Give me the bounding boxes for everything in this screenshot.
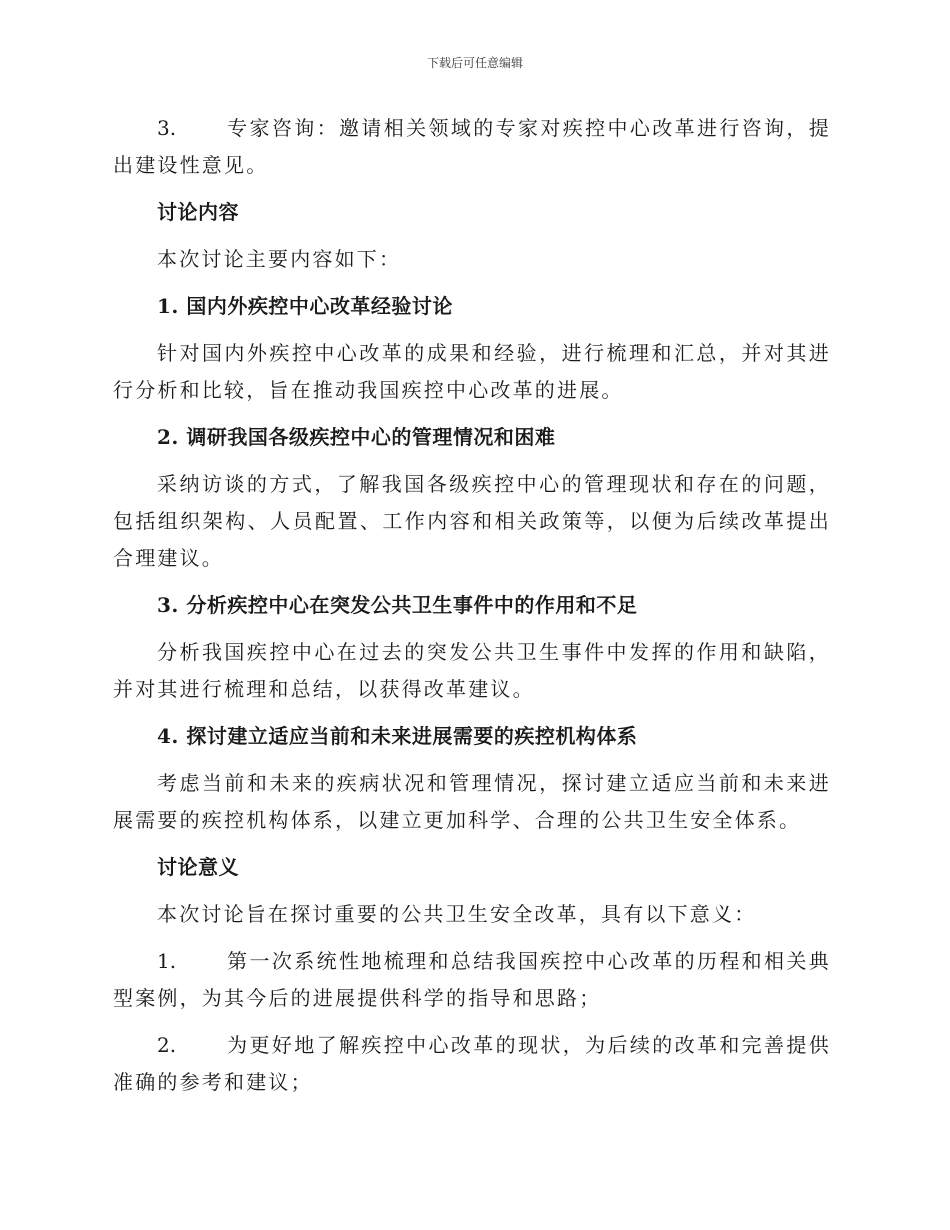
- paragraph: 考虑当前和未来的疾病状况和管理情况，探讨建立适应当前和未来进展需要的疾控机构体系，以建立更加科学、合理的公共卫生安全体系。: [113, 771, 831, 832]
- section-heading: 讨论意义: [157, 855, 239, 879]
- paragraph: 针对国内外疾控中心改革的成果和经验，进行梳理和汇总，并对其进行分析和比较，旨在推动我国疾控中心改革的进展。: [113, 341, 831, 402]
- section-heading: 2. 调研我国各级疾控中心的管理情况和困难: [157, 425, 556, 449]
- paragraph: 本次讨论主要内容如下：: [157, 247, 402, 271]
- list-item: [113, 110, 831, 184]
- paragraph: 本次讨论旨在探讨重要的公共卫生安全改革，具有以下意义：: [157, 902, 757, 926]
- page-header: 下载后可任意编辑: [426, 56, 523, 70]
- list-item: [113, 1027, 831, 1101]
- paragraph: 分析我国疾控中心在过去的突发公共卫生事件中发挥的作用和缺陷，并对其进行梳理和总结，以获得改革建议。: [113, 640, 831, 701]
- section-heading: 讨论内容: [157, 200, 239, 224]
- list-number: 3.: [157, 116, 177, 140]
- section-heading: 4. 探讨建立适应当前和未来进展需要的疾控机构体系: [157, 724, 638, 748]
- list-number: 1.: [157, 949, 177, 973]
- list-text: 专家咨询：邀请相关领域的专家对疾控中心改革进行咨询，提出建设性意见。: [113, 116, 831, 177]
- section-heading: 3. 分析疾控中心在突发公共卫生事件中的作用和不足: [157, 593, 638, 617]
- paragraph: 采纳访谈的方式，了解我国各级疾控中心的管理现状和存在的问题，包括组织架构、人员配置、工作内容和相关政策等，以便为后续改革提出合理建议。: [113, 472, 831, 570]
- list-text: 第一次系统性地梳理和总结我国疾控中心改革的历程和相关典型案例，为其今后的进展提供科学的指导和思路；: [113, 949, 831, 1010]
- list-text: 为更好地了解疾控中心改革的现状，为后续的改革和完善提供准确的参考和建议；: [113, 1033, 831, 1094]
- section-heading: 1. 国内外疾控中心改革经验讨论: [157, 294, 453, 318]
- document-body: [113, 110, 831, 1111]
- list-number: 2.: [157, 1033, 177, 1057]
- list-item: [113, 943, 831, 1017]
